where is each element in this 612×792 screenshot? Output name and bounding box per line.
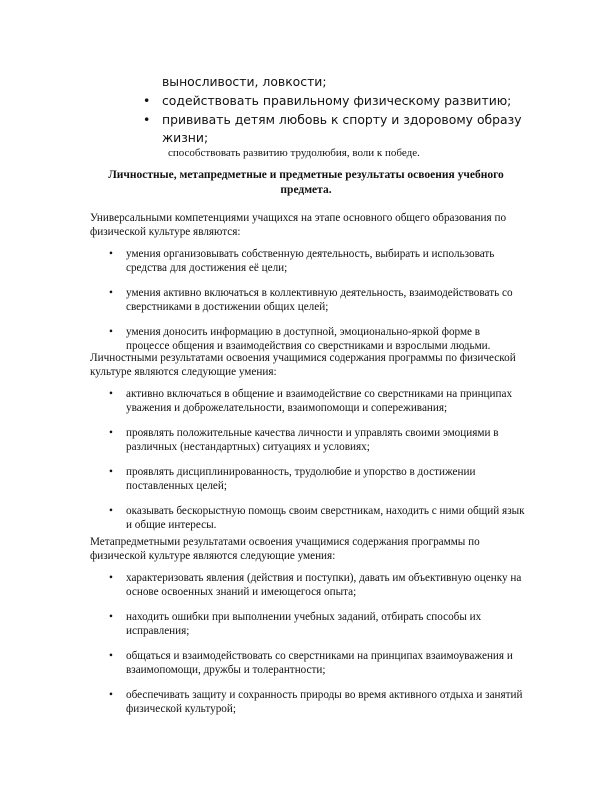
list-item: • умения доносить информацию в доступной, эмоционально-яркой форме в процессе общения и взаимодействия со сверстниками и взрослыми людьми. [109,326,491,352]
section-heading: Личностные, метапредметные и предметные результаты освоения учебного предмета. [108,169,504,196]
bullet-icon: • [109,427,113,439]
list-item: • умения активно включаться в коллективную деятельность, взаимодействовать со сверстниками в достижении общих целей; [109,287,513,313]
bullet-icon: • [109,689,113,701]
bullet-icon: • [109,611,113,623]
small-line: способствовать развитию трудолюбия, воли к победе. [168,147,420,159]
top-bullet-item: прививать детям любовь к спорту и здоровому образу [162,112,522,127]
bullet-icon: • [109,505,113,517]
list-item: • общаться и взаимодействовать со сверстниками на принципах взаимоуважения и взаимопомощи, дружбы и толерантности; [109,650,513,676]
list-item: • характеризовать явления (действия и поступки), давать им объективную оценку на основе освоенных знаний и имеющегося опыта; [109,572,522,598]
bullet-icon: • [109,572,113,584]
bullet-icon: • [109,248,113,260]
list-item: • умения организовывать собственную деятельность, выбирать и использовать средства для достижения её цели; [109,248,495,274]
section3-intro: Метапредметными результатами освоения учащимися содержания программы по физической культуре являются следующие умения: [90,536,480,562]
section2-intro: Личностными результатами освоения учащимися содержания программы по физической культуре являются следующие умения: [90,352,516,378]
bullet-icon: • [109,287,113,299]
bullet-icon: • [109,466,113,478]
top-bullet-item: содействовать правильному физическому развитию; [162,93,512,108]
section2-list [0,387,612,543]
bullet-icon: • [109,388,113,400]
list-item: • проявлять положительные качества личности и управлять своими эмоциями в различных (нестандартных) ситуациях и условиях; [109,427,499,453]
bullet-icon: • [143,93,151,108]
continuation-line: выносливости, ловкости; [162,74,327,89]
bullet-icon: • [109,326,113,338]
bullet-icon: • [109,650,113,662]
section1-list [0,247,612,364]
top-bullet-item-continuation: жизни; [162,130,209,145]
list-item: • оказывать бескорыстную помощь своим сверстникам, находить с ними общий язык и общие интересы. [109,505,525,531]
list-item: • активно включаться в общение и взаимодействие со сверстниками на принципах уважения и доброжелательности, взаимопомощи и сопереживания; [109,388,513,414]
list-item: • обеспечивать защиту и сохранность природы во время активного отдыха и занятий физической культурой; [109,689,523,715]
list-item: • находить ошибки при выполнении учебных заданий, отбирать способы их исправления; [109,611,482,637]
bullet-icon: • [143,112,151,127]
section3-list [0,571,612,727]
section1-intro: Универсальными компетенциями учащихся на этапе основного общего образования по физической культуре являются: [90,212,507,238]
list-item: • проявлять дисциплинированность, трудолюбие и упорство в достижении поставленных целей; [109,466,476,492]
